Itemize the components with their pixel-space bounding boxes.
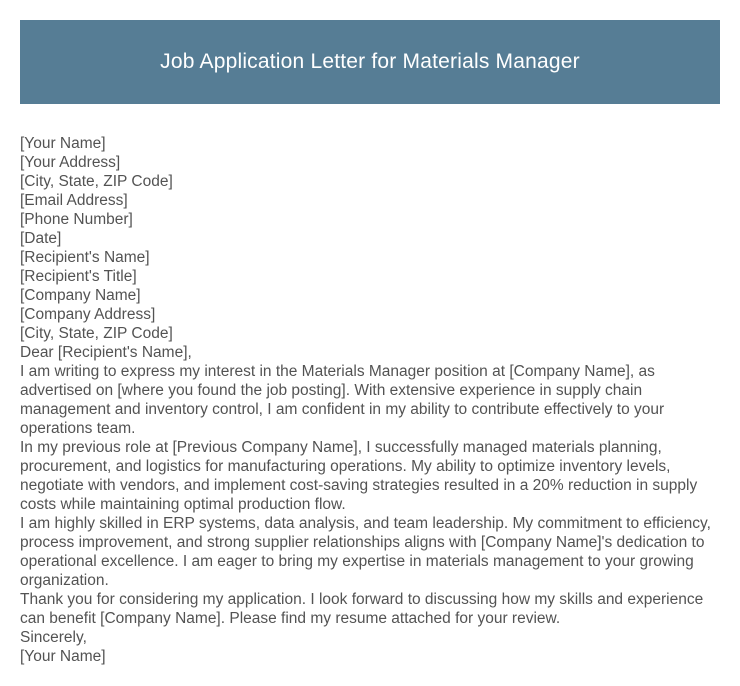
recipient-address-block <box>20 248 722 343</box>
sender-address-line: [Your Address] <box>20 154 121 171</box>
sender-name-line: [Your Name] <box>20 135 106 152</box>
paragraph-introduction: I am writing to express my interest in the Materials Manager position at [Company Name], as advertised on [where you found the job posting]. With extensive experience in supply chain management and inventory control, I am confident in my ability to contribute effectively to your operations team. <box>20 363 665 437</box>
salutation-line: Dear [Recipient's Name], <box>20 344 192 361</box>
paragraph-experience: In my previous role at [Previous Company Name], I successfully managed materials planning, procurement, and logistics for manufacturing operations. My ability to optimize inventory levels, negotiate with vendors, and implement cost-saving strategies resulted in a 20% reduction in supply costs while maintaining optimal production flow. <box>20 439 698 513</box>
company-name-line: [Company Name] <box>20 287 141 304</box>
sender-city-line: [City, State, ZIP Code] <box>20 173 173 190</box>
recipient-title-line: [Recipient's Title] <box>20 268 137 285</box>
letter-body <box>20 134 722 666</box>
signature-line: [Your Name] <box>20 648 106 665</box>
document-page <box>0 20 740 686</box>
closing-line: Sincerely, <box>20 629 87 646</box>
sender-address-block <box>20 134 722 248</box>
date-line: [Date] <box>20 230 62 247</box>
sender-email-line: [Email Address] <box>20 192 128 209</box>
sender-phone-line: [Phone Number] <box>20 211 133 228</box>
document-title-banner <box>20 20 720 104</box>
page-title: Job Application Letter for Materials Manager <box>160 50 580 73</box>
paragraph-thanks: Thank you for considering my application. I look forward to discussing how my skills and experience can benefit [Company Name]. Please find my resume attached for your review. <box>20 591 704 627</box>
company-city-line: [City, State, ZIP Code] <box>20 325 173 342</box>
company-address-line: [Company Address] <box>20 306 156 323</box>
paragraph-skills: I am highly skilled in ERP systems, data analysis, and team leadership. My commitment to efficiency, process improvement, and strong supplier relationships aligns with [Company Name]'s dedication to operational excellence. I am eager to bring my expertise in materials management to your growing organization. <box>20 515 711 589</box>
recipient-name-line: [Recipient's Name] <box>20 249 150 266</box>
